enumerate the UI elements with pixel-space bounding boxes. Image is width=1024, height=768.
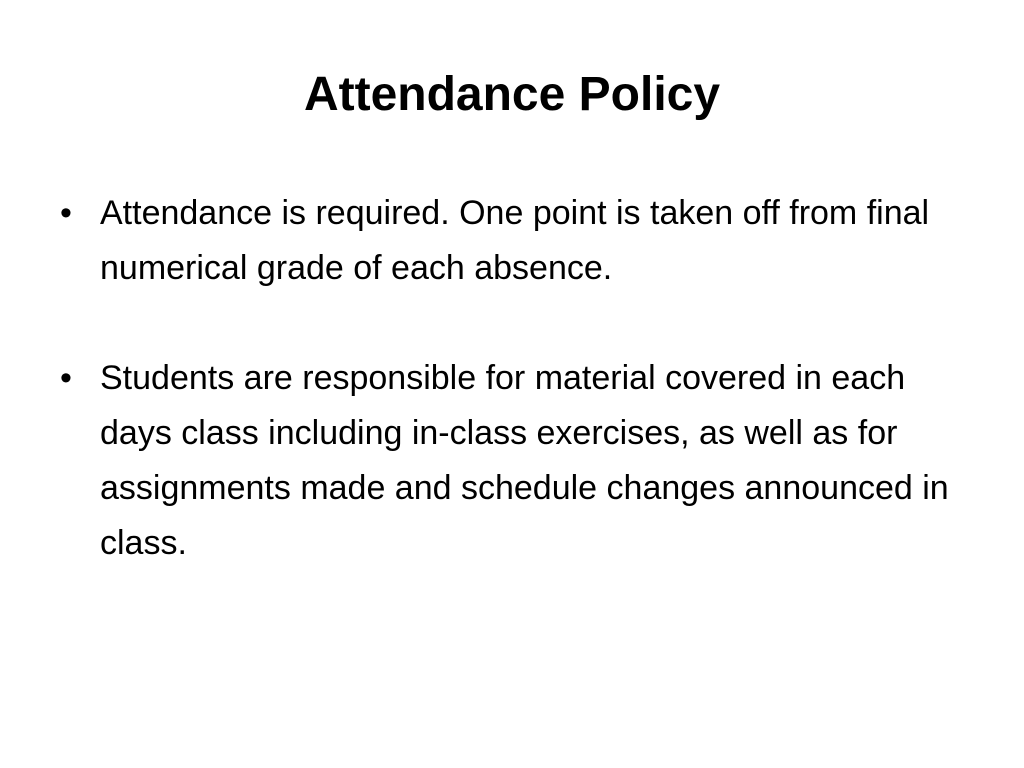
bullet-item-student-responsibility [60, 351, 960, 571]
slide-title: Attendance Policy [303, 68, 721, 121]
bullet-icon: • [60, 359, 72, 397]
bullet-list [60, 186, 960, 571]
bullet-text: Attendance is required. One point is taken off from final numerical grade of each absence. [100, 194, 930, 287]
bullet-text: Students are responsible for material covered in each days class including in-class exercises, as well as for assignments made and schedule changes announced in class. [100, 359, 949, 562]
bullet-item-attendance-required [60, 186, 960, 296]
bullet-icon: • [60, 194, 72, 232]
